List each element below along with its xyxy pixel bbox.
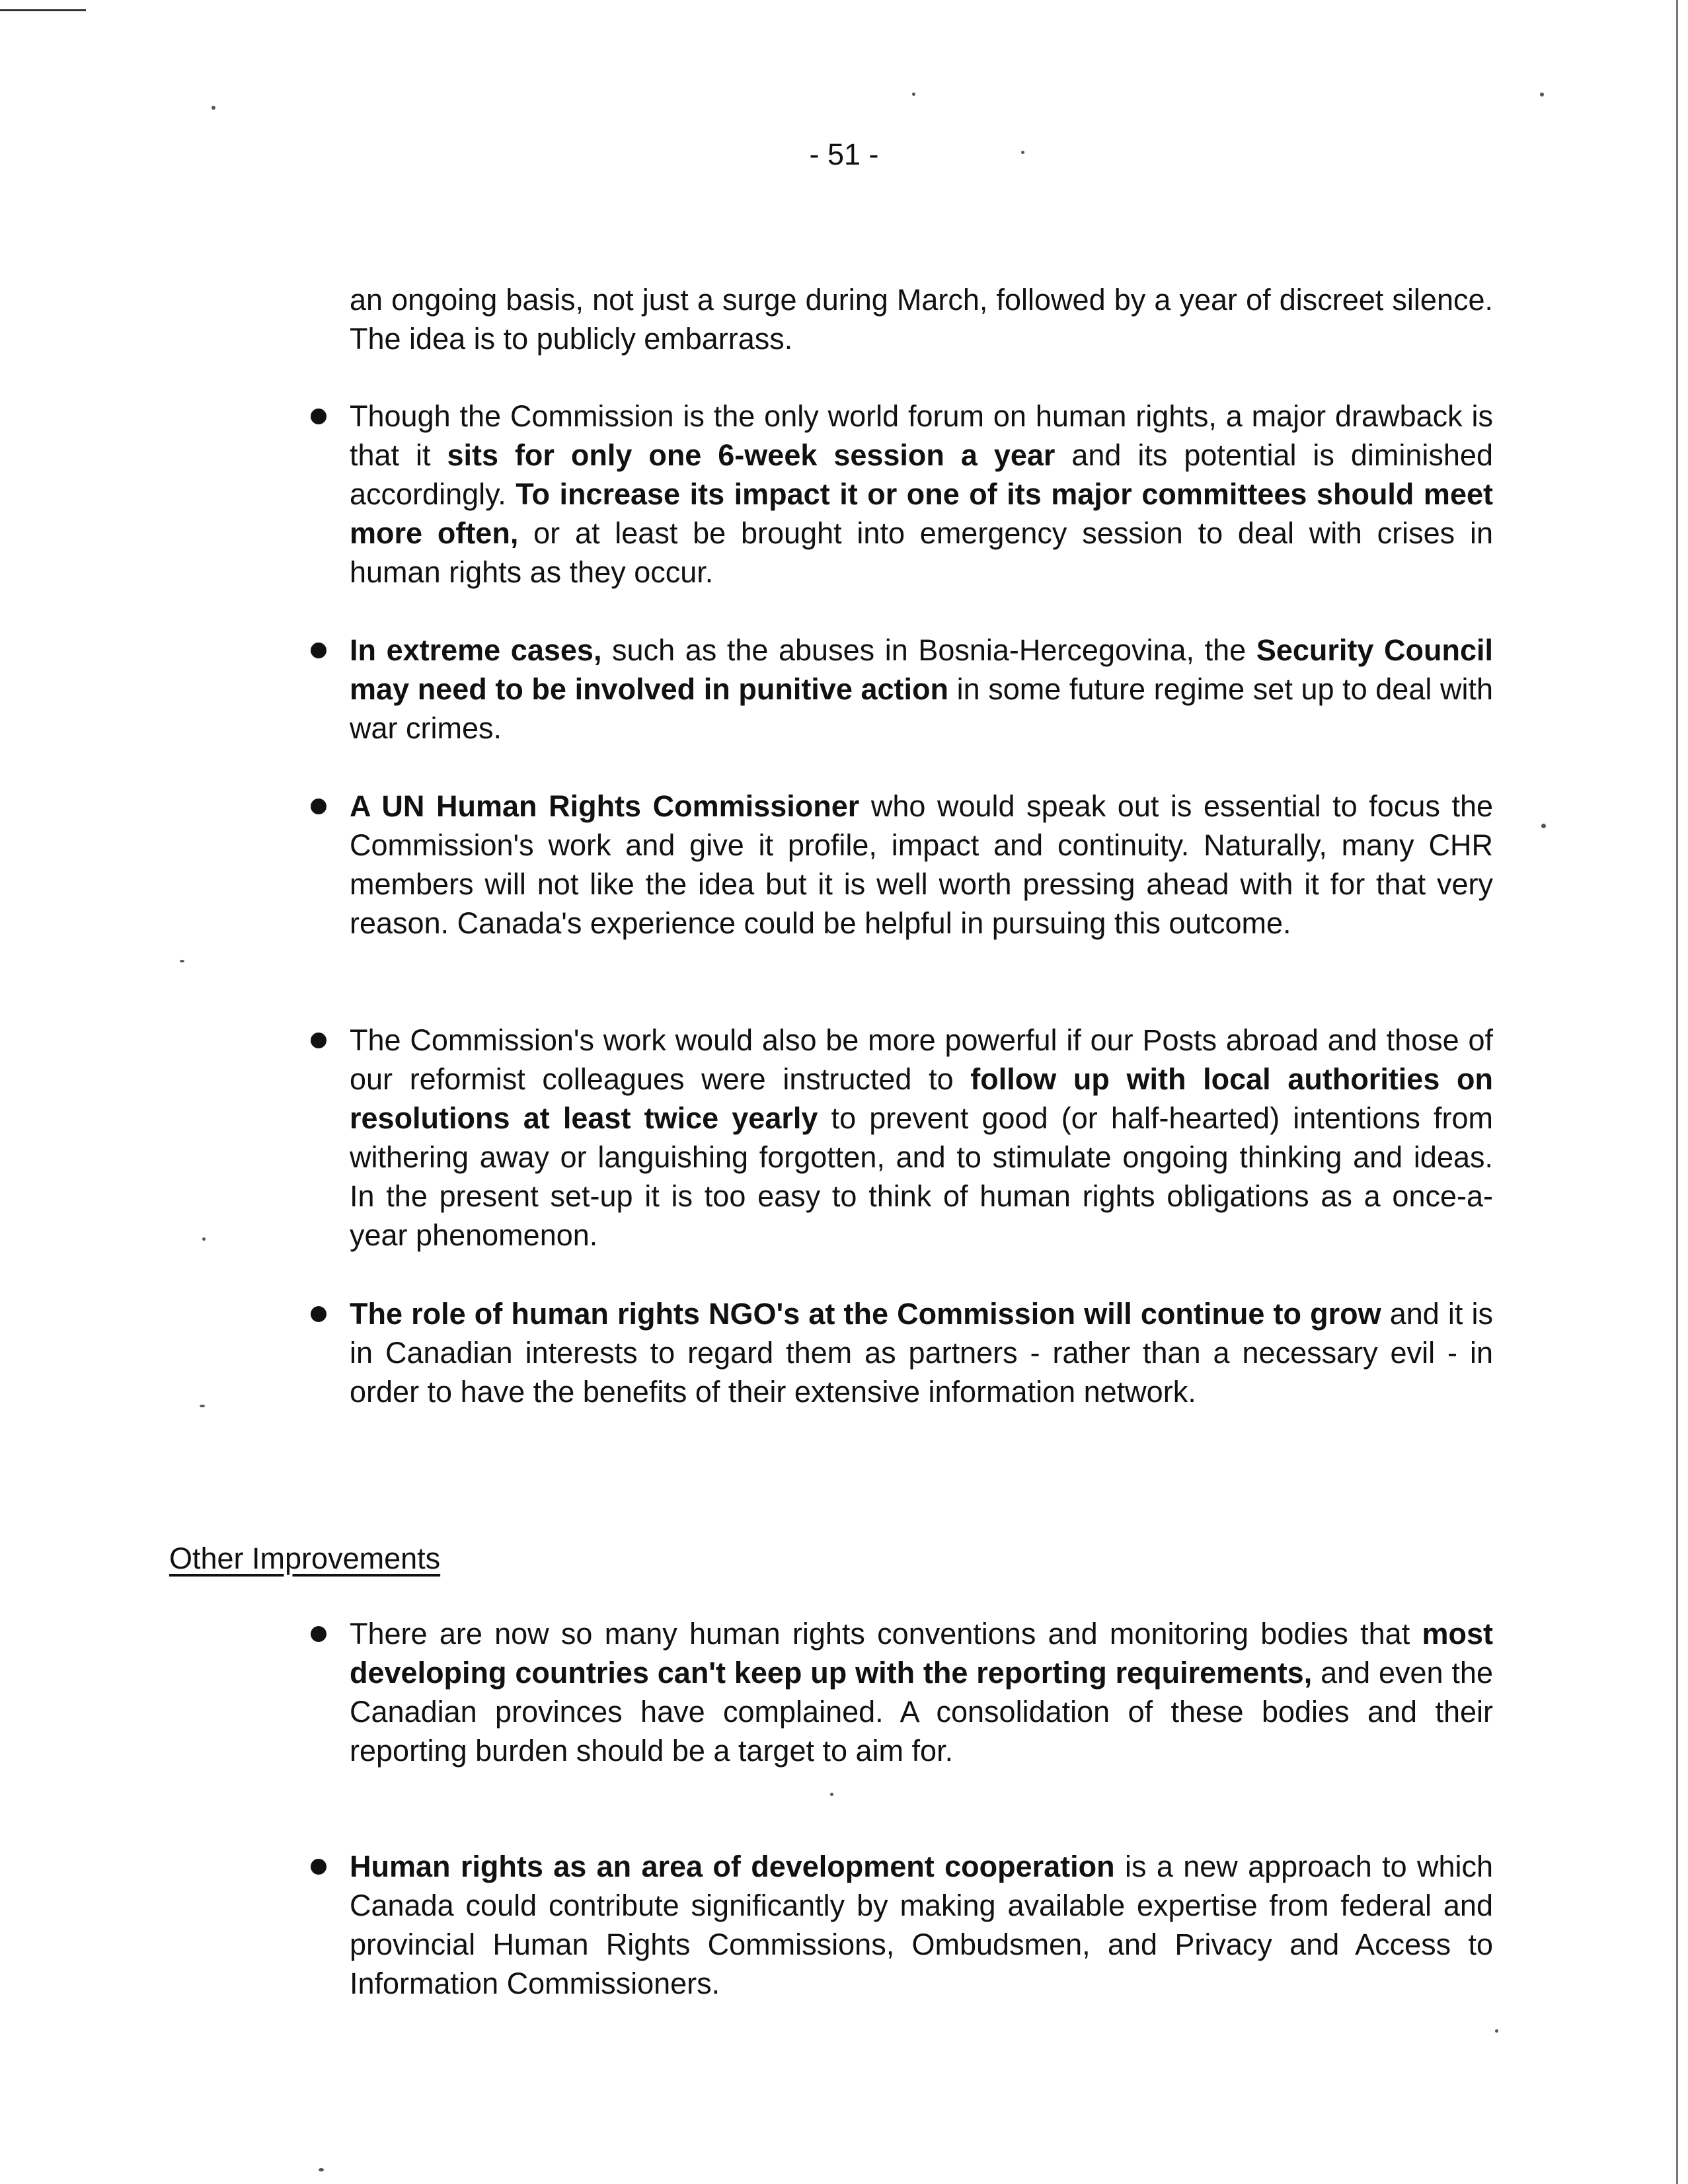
text-run: and its potential is diminished accordingly.: [350, 438, 1493, 511]
scan-speck: [1540, 93, 1544, 97]
text-run: is a new approach to which Canada could contribute significantly by making available expertise from federal and provincial Human Rights Commissions, Ombudsmen, and Privacy and Access to Information Commissioners.: [350, 1850, 1493, 2000]
page-number: - 51 -: [809, 137, 879, 171]
text-run: and even the Canadian provinces have complained. A consolidation of these bodies and their reporting burden should be a target to aim for.: [350, 1656, 1493, 1768]
scan-speck: [211, 106, 215, 110]
bullet-icon: [311, 1626, 326, 1642]
scan-speck: [319, 2168, 324, 2171]
text-run: in some future regime set up to deal with war crimes.: [350, 672, 1493, 745]
scan-edge-line: [1676, 0, 1678, 2184]
scan-speck: [200, 1405, 205, 1407]
opening-paragraph: an ongoing basis, not just a surge during March, followed by a year of discreet silence. The idea is to publicly embarrass.: [350, 283, 1493, 356]
bullet-item-posts-abroad: [350, 1021, 1493, 1255]
text-run: Though the Commission is the only world forum on human rights, a major drawback is that it: [350, 399, 1493, 472]
bullet-item-development-cooperation: [350, 1847, 1493, 2003]
scan-speck: [1541, 824, 1546, 828]
text-run: who would speak out is essential to focus the Commission's work and give it profile, impact and continuity. Naturally, many CHR members will not like the idea but it is well worth pressing ahead with it for that very reason. Canada's experience could be helpful in pursuing this outcome.: [350, 789, 1494, 940]
bullet-icon: [311, 1033, 326, 1048]
text-run: such as the abuses in Bosnia-Hercegovina, the: [601, 633, 1256, 667]
bullet-item-ngo-role: [350, 1294, 1493, 1411]
scan-speck: [1495, 2029, 1498, 2033]
bullet-item-commission-sessions: [350, 397, 1493, 592]
scan-edge-line: [0, 9, 86, 11]
section-heading: Other Improvements: [169, 1541, 441, 1575]
text-run: The Commission's work would also be more powerful if our Posts abroad and those of our reformist colleagues were instructed to: [350, 1023, 1493, 1096]
bullet-icon: [311, 799, 326, 814]
bullet-icon: [311, 643, 326, 658]
bullet-item-extreme-cases: [350, 631, 1493, 748]
bold-text-run: A UN Human Rights Commissioner: [350, 789, 860, 823]
scan-speck: [830, 1793, 833, 1796]
scan-speck: [180, 960, 184, 962]
bullet-item-un-commissioner: [350, 787, 1493, 943]
text-run: to prevent good (or half-hearted) intentions from withering away or languishing forgotten, and to stimulate ongoing thinking and ideas. In the present set-up it is too easy to think of human rights obligations as a once-a-year phenomenon.: [350, 1101, 1493, 1252]
bullet-icon: [311, 1306, 326, 1322]
bold-text-run: In extreme cases,: [350, 633, 602, 667]
bullet-item-reporting-burden: [350, 1614, 1493, 1770]
scan-speck: [912, 93, 915, 96]
text-run: and it is in Canadian interests to regard them as partners - rather than a necessary evil - in order to have the benefits of their extensive information network.: [350, 1297, 1494, 1409]
scan-speck: [202, 1237, 206, 1241]
text-run: There are now so many human rights conventions and monitoring bodies that: [350, 1617, 1422, 1651]
bold-text-run: most developing countries can't keep up with the reporting requirements,: [350, 1617, 1493, 1690]
bold-text-run: follow up with local authorities on resolutions at least twice yearly: [350, 1062, 1493, 1135]
bullet-icon: [311, 1859, 326, 1875]
bold-text-run: The role of human rights NGO's at the Commission will continue to grow: [350, 1297, 1381, 1331]
bold-text-run: To increase its impact it or one of its major committees should meet more often,: [350, 477, 1493, 550]
bold-text-run: Security Council may need to be involved in punitive action: [350, 633, 1494, 706]
bold-text-run: Human rights as an area of development cooperation: [350, 1850, 1115, 1883]
text-run: or at least be brought into emergency session to deal with crises in human rights as they occur.: [350, 516, 1493, 589]
bullet-icon: [311, 409, 326, 424]
bold-text-run: sits for only one 6-week session a year: [447, 438, 1055, 472]
